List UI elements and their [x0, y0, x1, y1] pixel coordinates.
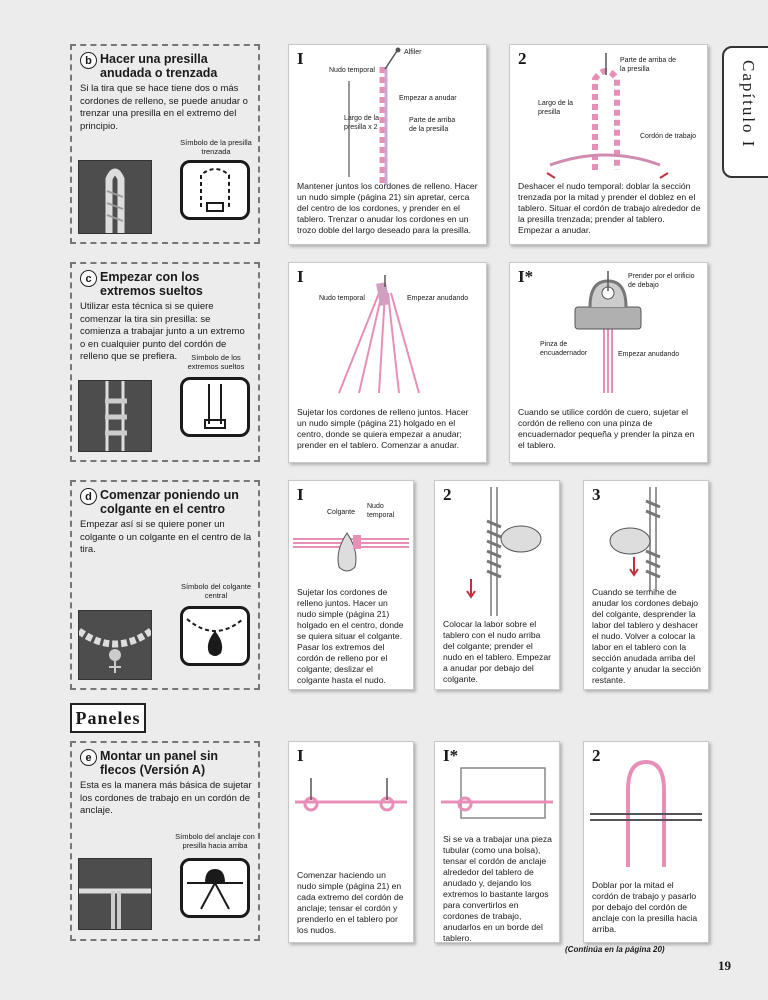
paneles-heading: Paneles [70, 703, 146, 733]
label-parte-arriba: Parte de arriba de la presilla [409, 117, 456, 133]
panel-caption: Sujetar los cordones de relleno juntos. Hacer un nudo simple (página 21) holgado en el centro, donde se quiera situar el colgante. Pasar los extremos del cordón de relleno por el colgante; deslizar el colgante hasta el nudo. [297, 587, 404, 685]
label-empezar-anudando: Empezar anudando [618, 351, 680, 358]
section-d-photo [78, 610, 152, 680]
step-number: 2 [592, 746, 601, 765]
section-b-title: Hacer una presilla anudada o trenzada [100, 52, 218, 80]
loose-ends-photo-icon [79, 381, 151, 451]
panel-d-3 [583, 480, 709, 690]
label-alfiler: Alfiler [404, 49, 422, 56]
step-number: I* [518, 267, 534, 286]
anchor-knots-illustration [289, 742, 413, 852]
panel-caption: Sujetar los cordones de relleno juntos. Hacer un nudo simple (página 21) holgado en el centro, donde se quiera empezar a anudar; prender en el tablero. Comenzar a anudar. [297, 407, 469, 450]
braided-loop-symbol-icon [180, 160, 250, 220]
pendant-cords-illustration [289, 481, 413, 581]
step-number: I [297, 485, 304, 504]
panel-caption: Deshacer el nudo temporal: doblar la sección trenzada por la mitad y prender el doblez en el tablero. Situar el cordón de trabajo alrededor de la presilla trenzada; prender al tablero. Empezar a anudar. [518, 181, 701, 235]
label-pinza: Pinza de encuadernador [540, 341, 588, 357]
step-number: I [297, 746, 304, 765]
section-e-heading [80, 749, 252, 777]
folded-working-cord-illustration [584, 742, 708, 872]
panel-caption: Cuando se utilice cordón de cuero, sujetar el cordón de relleno con una pinza de encuadernador pequeña y prender la pinza en el tablero. [518, 407, 695, 450]
step-number: I [297, 267, 304, 286]
anchor-loop-up-symbol-icon [180, 858, 250, 918]
label-largo-presilla: Largo de la presilla x 2 [344, 115, 380, 131]
tubular-anchor-illustration [435, 742, 559, 832]
loose-cords-illustration [289, 263, 486, 403]
pendant-photo-icon [79, 611, 151, 679]
panel-c-1 [288, 262, 487, 463]
section-c-photo [78, 380, 152, 452]
panel-d-2 [434, 480, 560, 690]
braided-loop-photo-icon [79, 161, 151, 233]
panel-caption: Colocar la labor sobre el tablero con el nudo arriba del colgante; prender el nudo en el tablero. Empezar a anudar por debajo del colgante. [443, 619, 551, 684]
pendant-knotting-illustration [435, 481, 559, 616]
label-empezar-anudar: Empezar a anudar [399, 95, 457, 102]
panel-e-1 [288, 741, 414, 943]
panel-b-2 [509, 44, 708, 245]
step-number: 2 [518, 49, 527, 68]
section-c-intro: Utilizar esta técnica si se quiere comenzar la tira sin presilla: se comienza a trabajar junto a un extremo o en cualquier punto del cordón de relleno que se prefiera. [80, 301, 245, 362]
anchor-cord-photo-icon [79, 859, 151, 929]
panel-d-1 [288, 480, 414, 690]
section-c-symbol-label: Símbolo de los extremos sueltos [187, 353, 245, 371]
section-e-photo [78, 858, 152, 930]
section-e-intro: Esta es la manera más básica de sujetar los cordones de trabajo en un cordón de anclaje. [80, 780, 252, 816]
continue-note: (Continúa en la página 20) [565, 945, 665, 954]
panel-caption: Comenzar haciendo un nudo simple (página 21) en cada extremo del cordón de anclaje; tensar el cordón y prenderlo en el tablero por los nudos. [297, 870, 404, 935]
label-empezar-anudando: Empezar anudando [407, 295, 469, 302]
section-letter-e: e [80, 749, 97, 766]
loose-ends-symbol-icon [180, 377, 250, 437]
section-b-symbol-label: Símbolo de la presilla trenzada [180, 138, 252, 156]
panel-caption: Cuando se termine de anudar los cordones debajo del colgante, desprender la labor del tablero y deshacer el nudo. Volver a colocar la labor en el tablero con la sección anudada arriba del colgante y anudar la sección restante. [592, 587, 701, 685]
section-e-symbol-label: Símbolo del anclaje con presilla hacia arriba [175, 832, 255, 850]
step-number: I [297, 49, 304, 68]
section-d-heading [80, 488, 252, 516]
pendant-finish-illustration [584, 481, 708, 591]
section-d-title: Comenzar poniendo un colgante en el centro [100, 488, 239, 516]
section-d-intro: Empezar así si se quiere poner un colgante o un colgante en el centro de la tira. [80, 519, 252, 555]
panel-caption: Mantener juntos los cordones de relleno. Hacer un nudo simple (página 21) sin apretar, cerca del centro de los cordones, y prender en el tablero. Trenzar o anudar los cordones en un trozo doble del largo deseado para la presilla. [297, 181, 478, 235]
step-number: 3 [592, 485, 601, 504]
section-letter-d: d [80, 488, 97, 505]
panel-b-1 [288, 44, 487, 245]
section-letter-c: c [80, 270, 97, 287]
panel-caption: Doblar por la mitad el cordón de trabajo y pasarlo por debajo del cordón de anclaje con la presilla hacia arriba. [592, 880, 698, 934]
chapter-tab [722, 46, 768, 178]
label-colgante: Colgante [327, 509, 356, 516]
panel-caption: Si se va a trabajar una pieza tubular (como una bolsa), tensar el cordón de anclaje alrededor del tablero de anudado y, dejando los extremos lo bastante largos para convertirlos en cordones de trabajo, anudarlos en un borde del tablero. [443, 834, 552, 943]
pendant-symbol-icon [180, 606, 250, 666]
label-largo-presilla: Largo de la presilla [538, 100, 574, 116]
section-b-photo [78, 160, 152, 234]
page-number: 19 [718, 958, 731, 973]
section-b-intro: Si la tira que se hace tiene dos o más cordones de relleno, se puede anudar o trenzar una presilla en el extremo del principio. [80, 83, 248, 132]
section-d-symbol-label: Símbolo del colgante central [180, 582, 252, 600]
step-number: 2 [443, 485, 452, 504]
panel-e-2 [434, 741, 560, 943]
chapter-tab-label: Capítulo I [739, 60, 758, 149]
label-nudo-temporal: Nudo temporal [367, 503, 395, 519]
section-c-title: Empezar con los extremos sueltos [100, 270, 203, 298]
section-c-heading [80, 270, 252, 298]
label-parte-arriba: Parte de arriba de la presilla [620, 57, 677, 73]
label-nudo-temporal: Nudo temporal [329, 67, 375, 74]
section-letter-b: b [80, 52, 97, 69]
label-cordon-trabajo: Cordón de trabajo [640, 133, 697, 140]
step-number: I* [443, 746, 459, 765]
label-prender-orificio: Prender por el orificio de debajo [628, 273, 695, 289]
panel-e-3 [583, 741, 709, 943]
label-nudo-temporal: Nudo temporal [319, 295, 365, 302]
section-e-title: Montar un panel sin flecos (Versión A) [100, 749, 219, 777]
panel-c-2 [509, 262, 708, 463]
section-b-heading [80, 52, 252, 80]
